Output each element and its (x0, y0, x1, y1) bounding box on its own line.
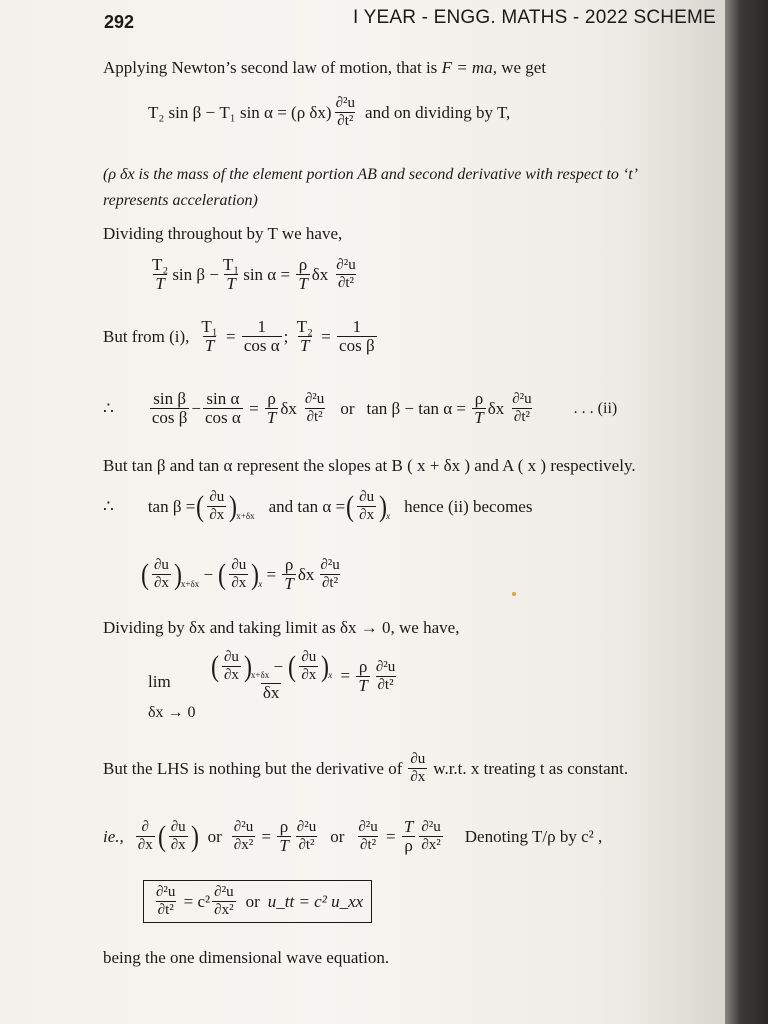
equation-becomes: ( $\frac{\partial u}{\partial x}$ ) x+δx − ( $\frac{\partial u}{\partial x}$ ) x = $\frac{\rho}{T}$ δx $\frac{\text{∂²u}}{\text{∂t²}}$ (141, 555, 340, 593)
equation-slopes: ∴ tan β = ( $\frac{\partial u}{\partial x}$ ) x+δx and tan α = ( $\frac{\partial u}{\partial x}$ ) x hence (ii) becomes (103, 489, 533, 523)
slopes-text: But tan β and tan α represent the slopes at B ( x + δx ) and A ( x ) respectively. (103, 456, 636, 475)
equation-tag: . . . (ii) (573, 399, 618, 417)
page-edge-shadow (725, 0, 768, 1024)
equation-divided: $\frac{\text{T₂}}{T}$ sin β − $\frac{\text{T₁}}{T}$ sin α = $\frac{\rho}{T}$ δx $\frac{\text{∂²u}}{\text{∂t²}}$ (152, 255, 356, 293)
page-number: 292 (104, 12, 135, 32)
lim-label: lim (148, 672, 171, 691)
conclusion-text: being the one dimensional wave equation. (103, 948, 390, 967)
equation-ii: ∴ $\frac{\text{sin β}}{\text{cos β}}$ − $\frac{\text{sin α}}{\text{cos α}}$ = $\frac{\rho}{T}$ δx $\frac{\text{∂²u}}{\text{∂t²}}$ or tan β − tan α = $\frac{\rho}{T}$ δx $\frac{\text{∂²u}}{\text{∂t²}}$ . . . (ii) (103, 389, 618, 427)
running-header: I YEAR - ENGG. MATHS - 2022 SCHEME (353, 7, 716, 28)
lim-subscript: δx → 0 (148, 704, 196, 721)
newton-sentence: Applying Newton’s second law of motion, that is F = ma, we get (103, 58, 547, 77)
lhs-sentence: But the LHS is nothing but the derivative of $\frac{\partial u}{\partial x}$ w.r.t. x treating t as constant. (103, 751, 629, 785)
dividing-limit-text: Dividing by δx and taking limit as δx → 0, we have, (103, 618, 460, 637)
equation-newton: T₂ sin β − T₁ sin α = (ρ δx) $\frac{\text{∂²u}}{\text{∂t²}}$ and on dividing by T, (148, 95, 511, 129)
wave-equation-box: $\frac{\text{∂²u}}{\text{∂t²}}$ = c² $\frac{\text{∂²u}}{\text{∂x²}}$ or u_tt = c² u_xx (143, 880, 372, 923)
mass-note: (ρ δx is the mass of the element portion AB and second derivative with respect to ‘t’ (103, 166, 639, 183)
mass-note-2: represents acceleration) (103, 192, 258, 209)
equation-ie: ie., $\frac{\partial}{\partial x}$ ( $\frac{\partial u}{\partial x}$ ) or $\frac{\text{∂²u}}{\text{∂x²}}$ = $\frac{\rho}{T}$ $\frac{\text{∂²u}}{\text{∂t²}}$ or $\frac{\text{∂²u}}{\text{∂t²}}$ = $\frac{T}{\rho}$ $\frac{\text{∂²u}}{\text{∂x²}}$ Denoting T/ρ by c² , (103, 817, 603, 855)
equation-from-i: But from (i), $\frac{\text{T₁}}{T}$ = $\frac{1}{\text{cos α}}$ ; $\frac{\text{T₂}}{T}$ = $\frac{1}{\text{cos β}}$ (103, 317, 375, 355)
dividing-text: Dividing throughout by T we have, (103, 224, 343, 243)
ink-speck (512, 592, 516, 596)
equation-limit: ( $\frac{\partial u}{\partial x}$ ) x+δx − ( $\frac{\partial u}{\partial x}$ ) x δx = $\frac{\rho}{T}$ $\frac{\text{∂²u}}{\text{∂t²}}$ (211, 649, 396, 703)
